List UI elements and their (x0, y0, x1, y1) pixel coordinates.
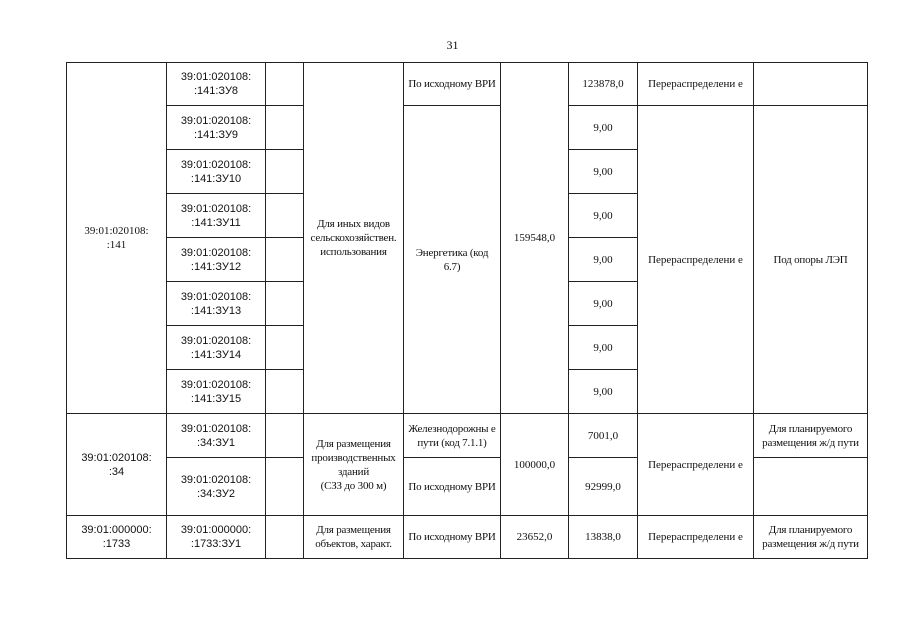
permitted-use: Для размещения объектов, характ. (304, 516, 404, 559)
vri-cell: По исходному ВРИ (404, 458, 501, 516)
vri-cell: Энергетика (код 6.7) (404, 106, 501, 414)
plot-cadastral-number: 39:01:020108: :141:ЗУ15 (167, 370, 266, 414)
table-row (67, 106, 868, 150)
empty-cell (266, 150, 304, 194)
plot-area: 123878,0 (569, 63, 638, 106)
plot-cadastral-number: 39:01:020108: :141:ЗУ12 (167, 238, 266, 282)
empty-cell (266, 238, 304, 282)
empty-cell (266, 282, 304, 326)
parent-area: 100000,0 (501, 414, 569, 516)
parent-cadastral-number: 39:01:020108: :141 (67, 63, 167, 414)
note-cell (754, 458, 868, 516)
formation-method: Перераспределени е (638, 106, 754, 414)
table-row (67, 63, 868, 106)
plot-cadastral-number: 39:01:020108: :34:ЗУ1 (167, 414, 266, 458)
plot-area: 9,00 (569, 370, 638, 414)
parent-area: 23652,0 (501, 516, 569, 559)
plot-cadastral-number: 39:01:020108: :141:ЗУ13 (167, 282, 266, 326)
plot-area: 9,00 (569, 238, 638, 282)
plot-area: 9,00 (569, 326, 638, 370)
plot-cadastral-number: 39:01:020108: :141:ЗУ14 (167, 326, 266, 370)
note-cell: Для планируемого размещения ж/д пути (754, 516, 868, 559)
note-cell: Для планируемого размещения ж/д пути (754, 414, 868, 458)
plot-area: 9,00 (569, 194, 638, 238)
permitted-use: Для размещения производственных зданий (СЗЗ до 300 м) (304, 414, 404, 516)
formation-method: Перераспределени е (638, 63, 754, 106)
plot-cadastral-number: 39:01:020108: :141:ЗУ10 (167, 150, 266, 194)
empty-cell (266, 106, 304, 150)
plot-cadastral-number: 39:01:000000: :1733:ЗУ1 (167, 516, 266, 559)
formation-method: Перераспределени е (638, 414, 754, 516)
permitted-use: Для иных видов сельскохозяйствен. использования (304, 63, 404, 414)
parent-area: 159548,0 (501, 63, 569, 414)
empty-cell (266, 370, 304, 414)
empty-cell (266, 63, 304, 106)
vri-cell: По исходному ВРИ (404, 516, 501, 559)
plot-area: 9,00 (569, 282, 638, 326)
page-number: 31 (446, 38, 459, 52)
parent-cadastral-number: 39:01:000000: :1733 (67, 516, 167, 559)
plot-cadastral-number: 39:01:020108: :141:ЗУ8 (167, 63, 266, 106)
formation-method: Перераспределени е (638, 516, 754, 559)
empty-cell (266, 326, 304, 370)
plot-cadastral-number: 39:01:020108: :141:ЗУ11 (167, 194, 266, 238)
empty-cell (266, 458, 304, 516)
plot-area: 7001,0 (569, 414, 638, 458)
empty-cell (266, 516, 304, 559)
empty-cell (266, 194, 304, 238)
land-plots-table (66, 62, 868, 559)
note-cell: Под опоры ЛЭП (754, 106, 868, 414)
plot-area: 9,00 (569, 106, 638, 150)
plot-area: 13838,0 (569, 516, 638, 559)
table-row (67, 414, 868, 458)
vri-cell: Железнодорожны е пути (код 7.1.1) (404, 414, 501, 458)
note-cell (754, 63, 868, 106)
plot-cadastral-number: 39:01:020108: :141:ЗУ9 (167, 106, 266, 150)
vri-cell: По исходному ВРИ (404, 63, 501, 106)
parent-cadastral-number: 39:01:020108: :34 (67, 414, 167, 516)
empty-cell (266, 414, 304, 458)
plot-area: 92999,0 (569, 458, 638, 516)
plot-area: 9,00 (569, 150, 638, 194)
table-row (67, 516, 868, 559)
plot-cadastral-number: 39:01:020108: :34:ЗУ2 (167, 458, 266, 516)
